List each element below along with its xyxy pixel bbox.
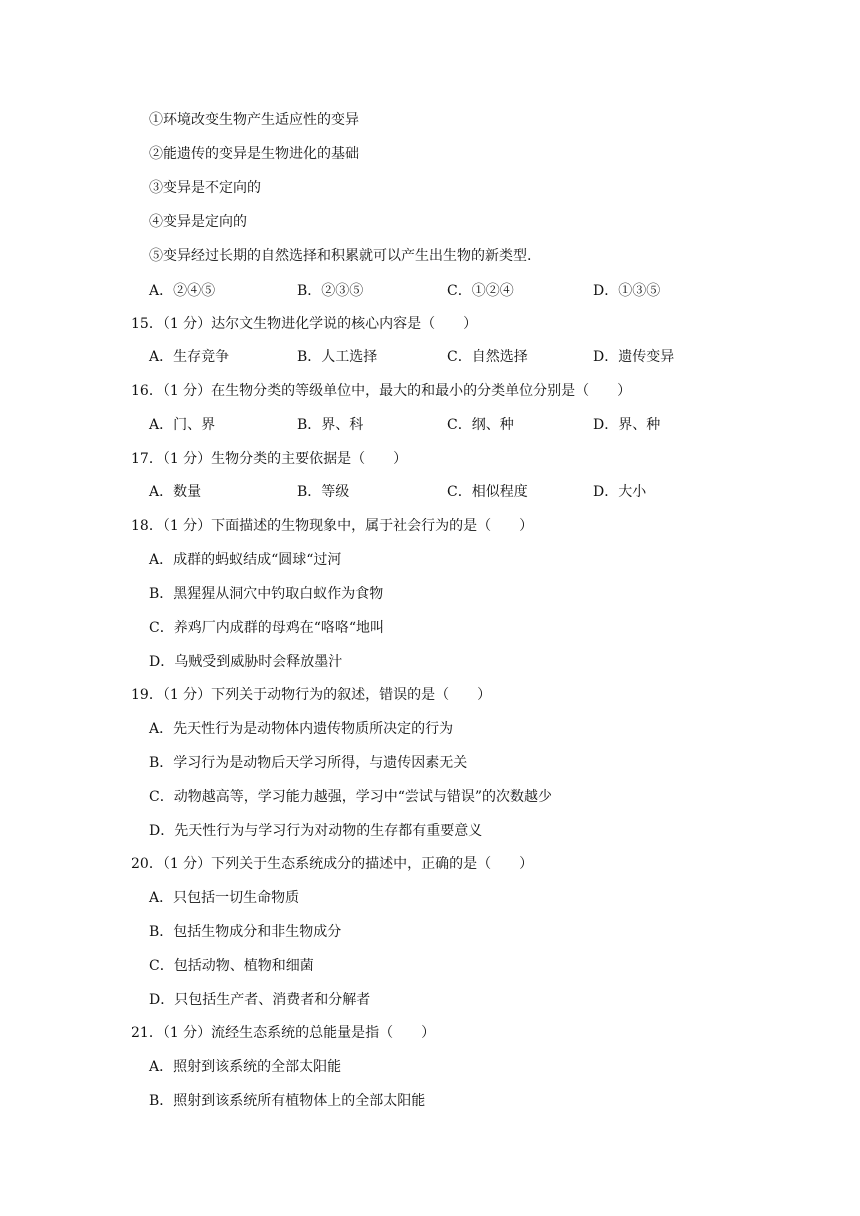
q20-option-a: A．只包括一切生命物质: [149, 890, 300, 906]
q20-option-d: D．只包括生产者、消费者和分解者: [149, 992, 371, 1008]
q20-stem: 20．（1 分）下列关于生态系统成分的描述中，正确的是（ ）: [131, 856, 534, 872]
q14-option-d: D．①③⑤: [593, 283, 661, 299]
q21-option-b: B．照射到该系统所有植物体上的全部太阳能: [149, 1093, 426, 1109]
q18-option-c: C．养鸡厂内成群的母鸡在“咯咯“地叫: [149, 620, 385, 636]
statement-4: ④变异是定向的: [149, 214, 247, 230]
q14-option-b: B．②③⑤: [297, 283, 364, 299]
q17-option-a: A．数量: [149, 484, 202, 500]
q18-stem: 18．（1 分）下面描述的生物现象中，属于社会行为的是（ ）: [131, 518, 534, 534]
q16-option-d: D．界、种: [593, 417, 661, 433]
q19-stem: 19．（1 分）下列关于动物行为的叙述，错误的是（ ）: [131, 687, 492, 703]
statement-1: ①环境改变生物产生适应性的变异: [149, 112, 359, 128]
statement-5: ⑤变异经过长期的自然选择和积累就可以产生出生物的新类型.: [149, 248, 532, 264]
q19-option-a: A．先天性行为是动物体内遗传物质所决定的行为: [149, 721, 454, 737]
q14-option-c: C．①②④: [447, 283, 514, 299]
q15-stem: 15．（1 分）达尔文生物进化学说的核心内容是（ ）: [131, 316, 478, 332]
q19-option-d: D．先天性行为与学习行为对动物的生存都有重要意义: [149, 823, 483, 839]
q14-option-a: A．②④⑤: [149, 283, 216, 299]
q15-option-b: B．人工选择: [297, 349, 378, 365]
q15-option-a: A．生存竞争: [149, 349, 230, 365]
q15-option-c: C．自然选择: [447, 349, 528, 365]
statement-2: ②能遗传的变异是生物进化的基础: [149, 146, 359, 162]
q18-option-a: A．成群的蚂蚁结成“圆球“过河: [149, 552, 342, 568]
q16-option-a: A．门、界: [149, 417, 216, 433]
q17-option-b: B．等级: [297, 484, 350, 500]
q17-option-d: D．大小: [593, 484, 647, 500]
statement-3: ③变异是不定向的: [149, 180, 261, 196]
q21-stem: 21．（1 分）流经生态系统的总能量是指（ ）: [131, 1025, 436, 1041]
q20-option-c: C．包括动物、植物和细菌: [149, 958, 314, 974]
q18-option-d: D．乌贼受到威胁时会释放墨汁: [149, 654, 343, 670]
q19-option-c: C．动物越高等，学习能力越强，学习中“尝试与错误”的次数越少: [149, 789, 553, 805]
q16-option-c: C．纲、种: [447, 417, 514, 433]
q18-option-b: B．黑猩猩从洞穴中钓取白蚁作为食物: [149, 586, 384, 602]
q17-stem: 17．（1 分）生物分类的主要依据是（ ）: [131, 451, 408, 467]
q15-option-d: D．遗传变异: [593, 349, 675, 365]
q20-option-b: B．包括生物成分和非生物成分: [149, 924, 342, 940]
q21-option-a: A．照射到该系统的全部太阳能: [149, 1059, 342, 1075]
q19-option-b: B．学习行为是动物后天学习所得，与遗传因素无关: [149, 755, 468, 771]
q16-stem: 16．（1 分）在生物分类的等级单位中，最大的和最小的分类单位分别是（ ）: [131, 383, 632, 399]
q17-option-c: C．相似程度: [447, 484, 528, 500]
q16-option-b: B．界、科: [297, 417, 364, 433]
